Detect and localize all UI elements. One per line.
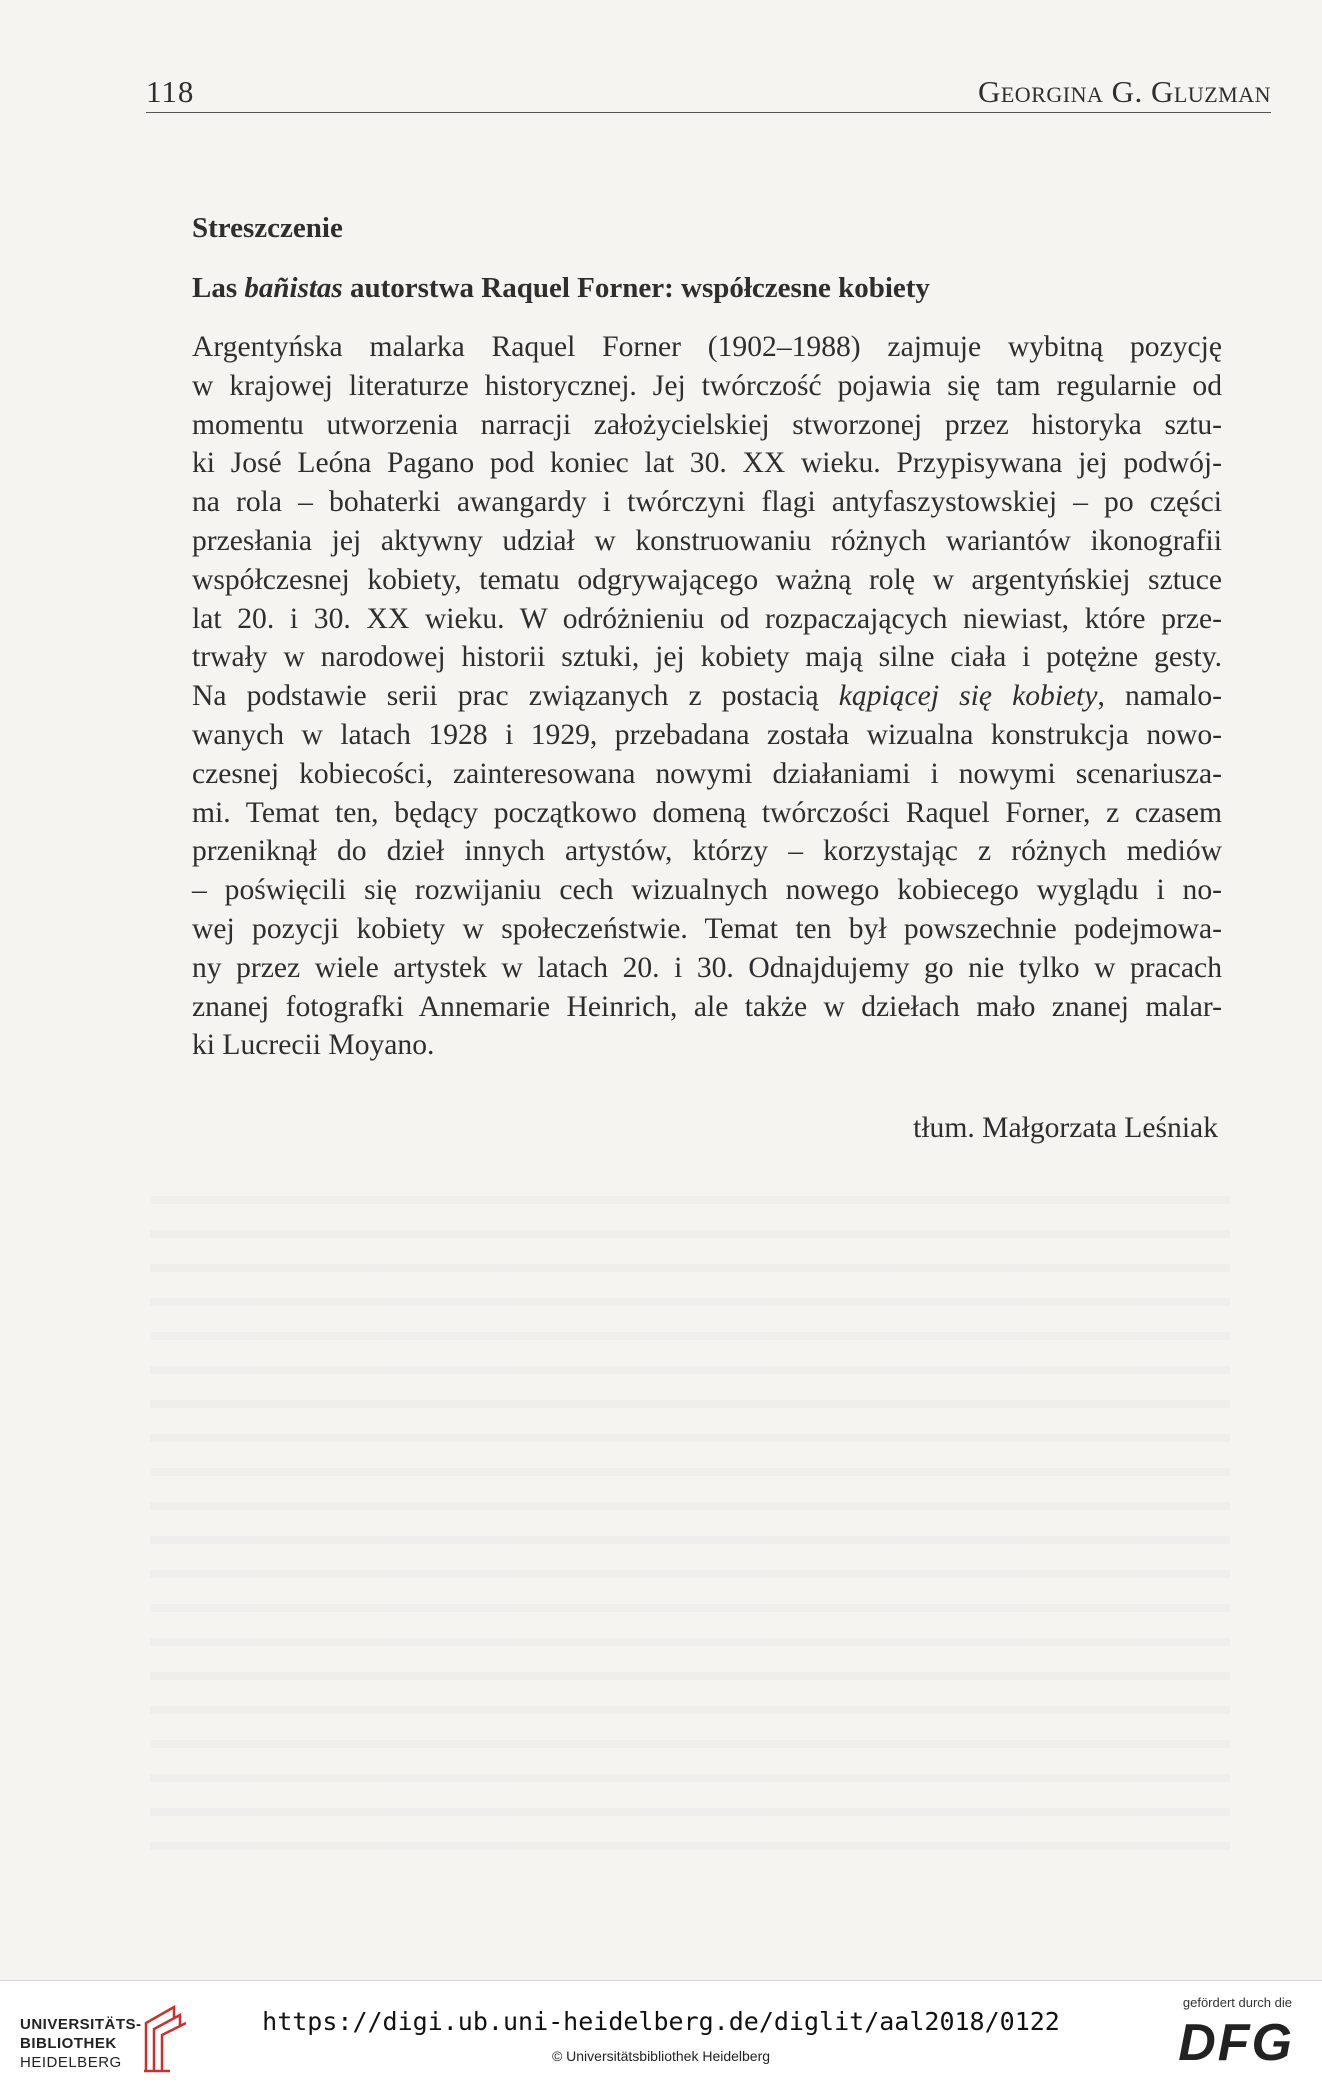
body-line: czesnej kobiecości, zainteresowana nowymi działaniami i nowymi scenariusza- <box>192 757 1222 790</box>
article-title-suffix: autorstwa Raquel Forner: współczesne kobiety <box>342 272 930 304</box>
body-line-part: , namalo- <box>1097 680 1222 713</box>
body-line: w krajowej literaturze historycznej. Jej twórczość pojawia się tam regularnie od <box>192 369 1222 402</box>
running-head <box>146 70 1271 113</box>
body-line: przeniknął do dzieł innych artystów, którzy – korzystając z różnych mediów <box>192 835 1222 868</box>
page-number: 118 <box>146 74 195 109</box>
body-line: – poświęcili się rozwijaniu cech wizualnych nowego kobiecego wyglądu i no- <box>192 874 1222 907</box>
body-line-part: Na podstawie serii prac związanych z postacią <box>192 680 839 713</box>
article-title-italic: bañistas <box>244 272 343 304</box>
body-line: mi. Temat ten, będący początkowo domeną twórczości Raquel Forner, z czasem <box>192 796 1222 829</box>
body-line: ki Lucrecii Moyano. <box>192 1029 435 1062</box>
body-line-with-italic <box>192 677 1222 716</box>
body-line: znanej fotografki Annemarie Heinrich, ale także w dziełach mało znanej malar- <box>192 990 1222 1023</box>
body-line: przesłania jej aktywny udział w konstruowaniu różnych wariantów ikonografii <box>192 524 1222 557</box>
body-line: współczesnej kobiety, tematu odgrywającego ważną rolę w argentyńskiej sztuce <box>192 563 1222 596</box>
body-line: wej pozycji kobiety w społeczeństwie. Temat ten był powszechnie podejmowa- <box>192 912 1222 945</box>
article-title <box>192 272 930 305</box>
body-line: lat 20. i 30. XX wieku. W odróżnieniu od rozpaczających niewiast, które prze- <box>192 602 1222 635</box>
body-line: trwały w narodowej historii sztuki, jej kobiety mają silne ciała i potężne gesty. <box>192 641 1222 674</box>
body-line: momentu utworzenia narracji założycielskiej stworzonej przez historyka sztu- <box>192 408 1222 441</box>
viewer-footer <box>0 1980 1322 2086</box>
section-heading: Streszczenie <box>192 212 343 244</box>
body-line: na rola – bohaterki awangardy i twórczyni flagi antyfaszystowskiej – po części <box>192 486 1222 519</box>
body-line: ki José Leóna Pagano pod koniec lat 30. XX wieku. Przypisywana jej podwój- <box>192 447 1222 480</box>
library-name-line: HEIDELBERG <box>20 2054 122 2071</box>
body-line: wanych w latach 1928 i 1929, przebadana została wizualna konstrukcja nowo- <box>192 718 1222 751</box>
body-line: ny przez wiele artystek w latach 20. i 30. Odnajdujemy go nie tylko w pracach <box>192 951 1222 984</box>
funder-text: gefördert durch die <box>1182 1995 1292 2010</box>
library-name-line: BIBLIOTHEK <box>20 2035 117 2052</box>
library-name-line: UNIVERSITÄTS- <box>20 2016 142 2033</box>
translator-credit: tłum. Małgorzata Leśniak <box>913 1112 1218 1144</box>
dfg-logo-icon: DFG <box>1178 2014 1294 2072</box>
abstract-body <box>192 328 1222 1065</box>
body-line: Argentyńska malarka Raquel Forner (1902–1988) zajmuje wybitną pozycję <box>192 331 1222 363</box>
running-head-author: Georgina G. Gluzman <box>977 74 1271 109</box>
copyright-notice: © Universitätsbibliothek Heidelberg <box>551 2048 771 2064</box>
article-title-prefix: Las <box>192 272 245 304</box>
bleed-through-shadow <box>150 1170 1230 1870</box>
permalink-url[interactable] <box>0 2007 1322 2036</box>
permalink-link[interactable]: https://digi.ub.uni-heidelberg.de/diglit/aal2018/0122 <box>262 2007 1060 2036</box>
body-line-italic-phrase: kąpiącej się kobiety <box>838 680 1098 713</box>
